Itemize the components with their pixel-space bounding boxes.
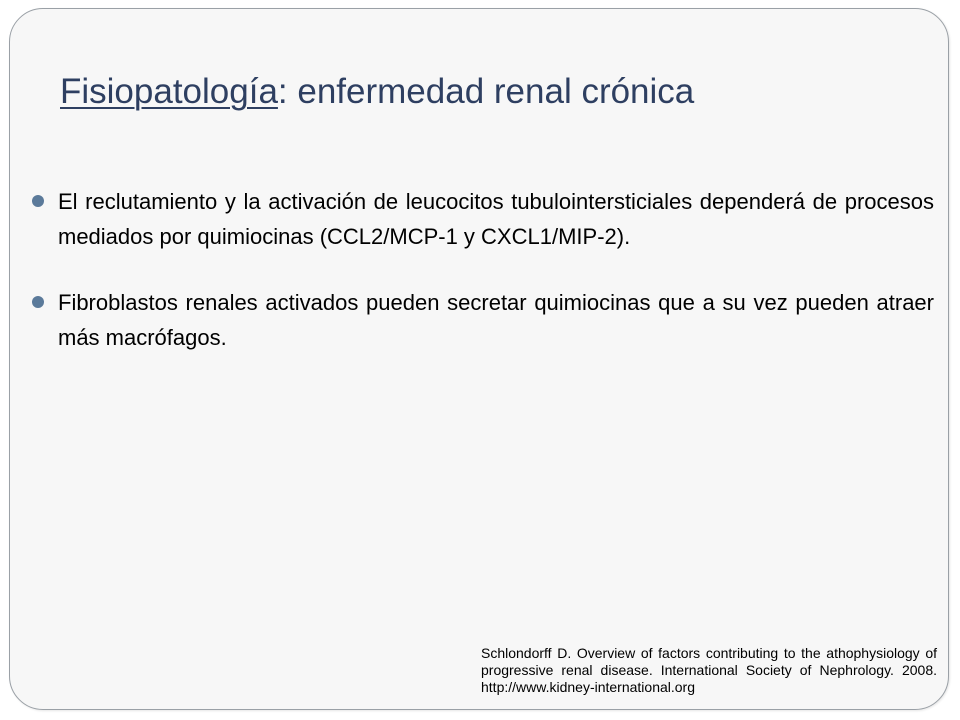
title-rest: : enfermedad renal crónica	[277, 72, 695, 111]
bullet-list	[58, 184, 934, 386]
bullet-dot-icon	[32, 195, 44, 207]
bullet-item	[58, 285, 934, 355]
bullet-text: Fibroblastos renales activados pueden secretar quimiocinas que a su vez pueden atraer más macrófagos.	[58, 290, 934, 350]
bullet-text: El reclutamiento y la activación de leucocitos tubulointersticiales dependerá de procesos mediados por quimiocinas (CCL2/MCP-1 y CXCL1/MIP-2).	[58, 189, 934, 249]
bullet-dot-icon	[32, 296, 44, 308]
slide-title	[60, 72, 694, 112]
bullet-item	[58, 184, 934, 254]
reference-citation: Schlondorff D. Overview of factors contributing to the athophysiology of progressive renal disease. International Society of Nephrology. 2008. http://www.kidney-international.org	[481, 645, 937, 695]
title-hyperlink[interactable]: Fisiopatología	[60, 72, 278, 111]
